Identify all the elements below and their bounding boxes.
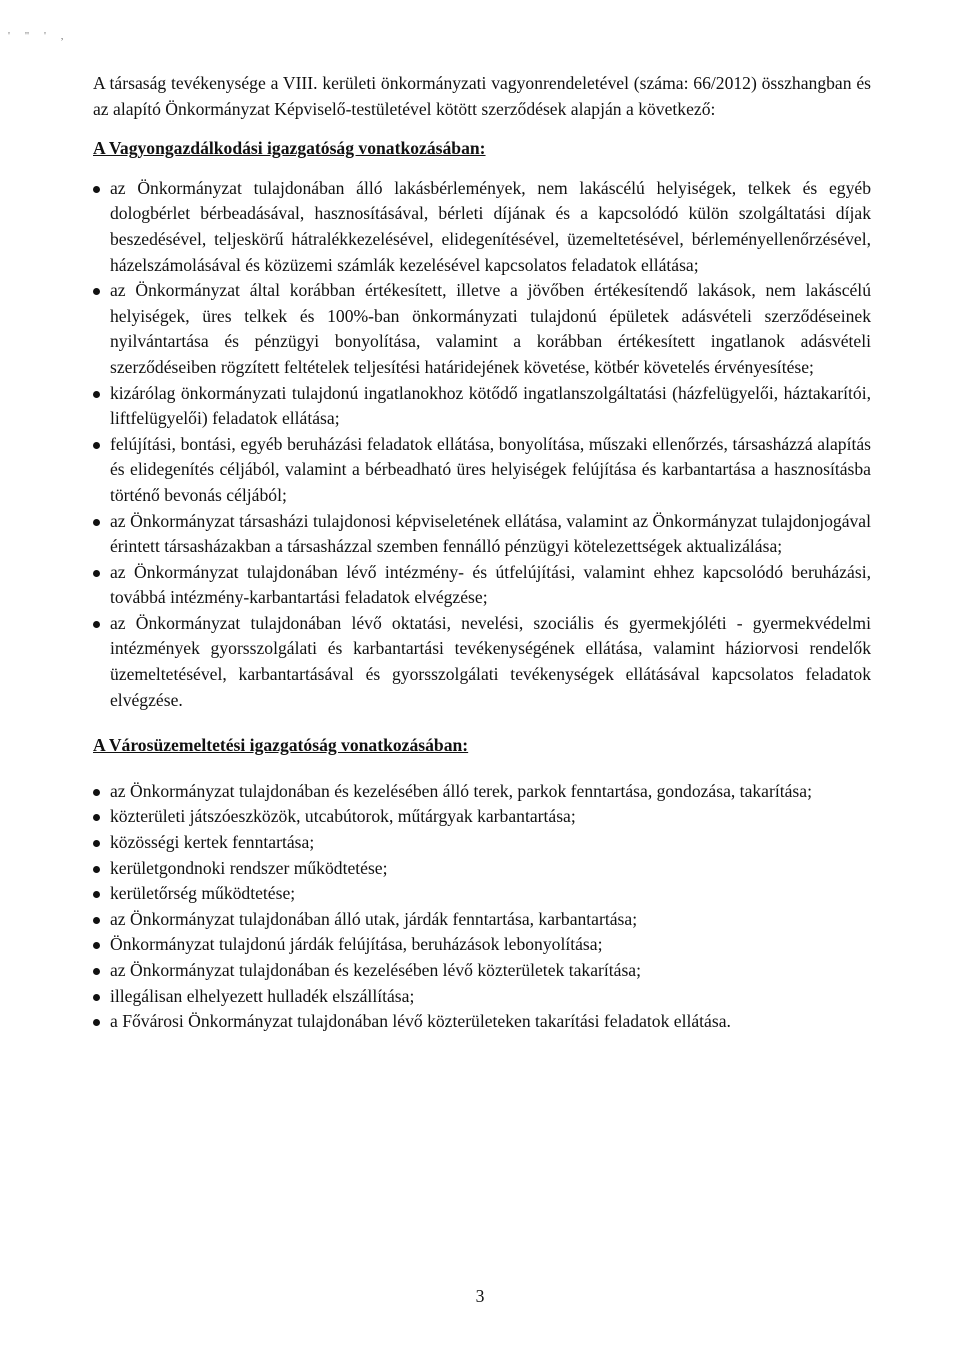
list-item xyxy=(93,779,871,805)
bullet-icon xyxy=(93,442,100,449)
list-item xyxy=(93,907,871,933)
list-item xyxy=(93,958,871,984)
list-item xyxy=(93,381,871,432)
list-item xyxy=(93,278,871,380)
list-item-text: az Önkormányzat tulajdonában lévő oktatási, nevelési, szociális és gyermekjóléti - gyermekvédelmi intézmények gyorsszolgálati és karbantartási tevékenységének ellátása, valamint háziorvosi rendelők üzemeltetésével, karbantartásával és gyorsszolgálati tevékenységek ellátásával kapcsolatos feladatok elvégzése. xyxy=(110,612,871,710)
bullet-icon xyxy=(93,891,100,898)
list-item-text: illegálisan elhelyezett hulladék elszállítása; xyxy=(110,985,415,1006)
bullet-icon xyxy=(93,621,100,628)
list-item-text: az Önkormányzat tulajdonában álló utak, járdák fenntartása, karbantartása; xyxy=(110,908,638,929)
bullet-icon xyxy=(93,866,100,873)
list-item-text: az Önkormányzat által korábban értékesített, illetve a jövőben értékesítendő lakások, nem lakáscélú helyiségek, üres telkek és 100%-ban önkormányzati tulajdonú épületek adásvételi szerződéseinek nyilvántartása és pénzügyi bonyolítása, valamint a korábban értékesített ingatlanok adásvételi szerződéseiben rögzített feltételek teljesítési határidejének követése, kötbér követelés érvényesítése; xyxy=(110,280,871,377)
list-item xyxy=(93,804,871,830)
list-item xyxy=(93,1009,871,1035)
page-number: 3 xyxy=(475,1286,485,1306)
list-item xyxy=(93,856,871,882)
list-item-text: kerületőrség működtetése; xyxy=(110,883,296,904)
document-body xyxy=(93,71,871,1035)
bullet-icon xyxy=(93,814,100,821)
list-item-text: az Önkormányzat tulajdonában és kezelésében lévő közterületek takarítása; xyxy=(110,960,641,980)
list-item-text: közösségi kertek fenntartása; xyxy=(110,832,315,853)
list-item xyxy=(93,176,871,278)
bullet-icon xyxy=(93,840,100,847)
list-item-text: az Önkormányzat tulajdonában és kezelésében álló terek, parkok fenntartása, gondozása, takarítása; xyxy=(110,780,812,801)
vagyongazdalkodasi-task-list xyxy=(93,176,871,713)
list-item-text: Önkormányzat tulajdonú járdák felújítása, beruházások lebonyolítása; xyxy=(110,934,603,955)
bullet-icon xyxy=(93,288,100,295)
list-item xyxy=(93,830,871,856)
list-item-text: közterületi játszóeszközök, utcabútorok, műtárgyak karbantartása; xyxy=(110,806,576,827)
bullet-icon xyxy=(93,570,100,577)
list-item-text: kerületgondnoki rendszer működtetése; xyxy=(110,857,388,878)
bullet-icon xyxy=(93,917,100,924)
list-item xyxy=(93,509,871,560)
list-item-text: a Fővárosi Önkormányzat tulajdonában lévő közterületeken takarítási feladatok ellátása. xyxy=(110,1011,731,1032)
bullet-icon xyxy=(93,968,100,975)
bullet-icon xyxy=(93,789,100,796)
list-item xyxy=(93,932,871,958)
scan-artifact-marks: ' " ' , xyxy=(8,30,70,42)
list-item-text: az Önkormányzat tulajdonában álló lakásbérlemények, nem lakáscélú helyiségek, telkek és egyéb dologbérlet bérbeadásával, hasznosításával, bérleti díjának és a kapcsolódó külön szolgáltatási díjak beszedésével, teljeskörű hátralékkezelésével, elidegenítésével, üzemeltetésével, bérleményellenőrzésével, házelszámolásával és közüzemi számlák kezelésével kapcsolatos feladatok ellátása; xyxy=(110,177,871,275)
bullet-icon xyxy=(93,994,100,1001)
section-heading-vagyongazdalkodasi: A Vagyongazdálkodási igazgatóság vonatkozásában: xyxy=(93,138,486,159)
list-item-text: az Önkormányzat tulajdonában lévő intézmény- és útfelújítási, valamint ehhez kapcsolódó beruházási, továbbá intézmény-karbantartási feladatok elvégzése; xyxy=(110,561,871,608)
list-item xyxy=(93,881,871,907)
list-item-text: az Önkormányzat társasházi tulajdonosi képviseletének ellátása, valamint az Önkormányzat tulajdonjogával érintett társasházakban a társasházzal szemben fennálló pénzügyi kötelezettségek aktualizálása; xyxy=(110,510,871,557)
list-item xyxy=(93,432,871,509)
bullet-icon xyxy=(93,519,100,526)
list-item-text: kizárólag önkormányzati tulajdonú ingatlanokhoz kötődő ingatlanszolgáltatási (házfelügyelői, háztakarítói, liftfelügyelői) feladatok ellátása; xyxy=(110,382,871,429)
section-heading-varosuzemeltetesi: A Városüzemeltetési igazgatóság vonatkozásában: xyxy=(93,735,469,756)
bullet-icon xyxy=(93,186,100,193)
list-item xyxy=(93,560,871,611)
varosuzemeltetesi-task-list xyxy=(93,779,871,1035)
bullet-icon xyxy=(93,391,100,398)
bullet-icon xyxy=(93,942,100,949)
bullet-icon xyxy=(93,1019,100,1026)
list-item xyxy=(93,611,871,713)
list-item-text: felújítási, bontási, egyéb beruházási feladatok ellátása, bonyolítása, műszaki ellenőrzés, társasházzá alapítás és elidegenítés céljából, valamint a bérbeadható üres helyiségek felújítása és karbantartása a hasznosításba történő bevonás céljából; xyxy=(110,433,871,505)
list-item xyxy=(93,984,871,1010)
intro-paragraph: A társaság tevékenysége a VIII. kerületi önkormányzati vagyonrendeletével (száma: 66/2012) összhangban és az alapító Önkormányzat Képviselő-testületével kötött szerződések alapján a következő: xyxy=(93,73,871,119)
